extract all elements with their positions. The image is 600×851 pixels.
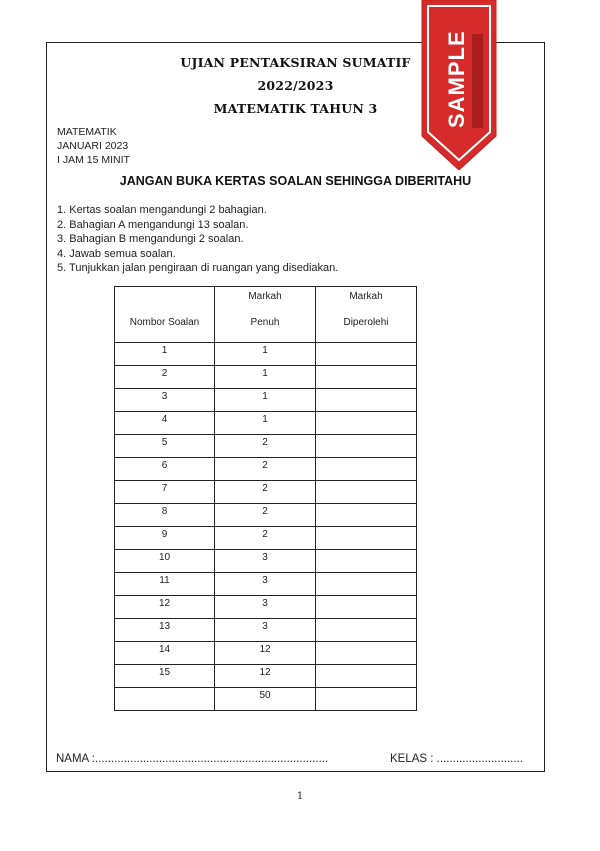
full-mark-cell: 2 [215,458,316,481]
question-number-cell: 7 [115,481,215,504]
question-number-cell: 5 [115,435,215,458]
full-mark-cell: 2 [215,504,316,527]
obtained-mark-cell[interactable] [316,573,417,596]
table-row [115,343,417,366]
header-nombor-soalan [115,287,215,343]
instruction-item: 2. Bahagian A mengandungi 13 soalan. [57,218,249,231]
instruction-item: 5. Tunjukkan jalan pengiraan di ruangan yang disediakan. [57,262,339,274]
table-row [115,527,417,550]
header-label: Nombor Soalan [129,317,200,328]
obtained-mark-cell[interactable] [316,343,417,366]
header-markah-penuh [215,287,316,343]
obtained-mark-cell[interactable] [316,619,417,642]
stamp-bar [472,34,483,128]
header-markah-diperolehi [316,287,417,343]
table-row [115,642,417,665]
obtained-mark-cell[interactable] [316,412,417,435]
table-row [115,665,417,688]
warning-heading: JANGAN BUKA KERTAS SOALAN SEHINGGA DIBERITAHU [119,174,472,188]
obtained-mark-cell[interactable] [316,504,417,527]
instruction-item: 1. Kertas soalan mengandungi 2 bahagian. [57,204,267,216]
table-total-row [115,688,417,711]
question-number-cell: 9 [115,527,215,550]
table-row [115,504,417,527]
header-label: Markah [349,291,383,302]
table-header-row [115,287,417,343]
exam-year: 2022/2023 [257,78,334,93]
full-mark-cell: 12 [215,642,316,665]
meta-duration: I JAM 15 MINIT [57,154,130,166]
table-row [115,596,417,619]
stamp-label: SAMPLE [444,30,469,128]
obtained-mark-cell[interactable] [316,642,417,665]
total-obtained-cell[interactable] [316,688,417,711]
obtained-mark-cell[interactable] [316,458,417,481]
full-mark-cell: 3 [215,596,316,619]
question-number-cell: 12 [115,596,215,619]
question-number-cell: 10 [115,550,215,573]
full-mark-cell: 1 [215,366,316,389]
kelas-field: KELAS : ........................... [390,753,523,765]
header-label: Penuh [250,317,280,328]
obtained-mark-cell[interactable] [316,435,417,458]
header-label: Markah [248,291,282,302]
question-number-cell: 13 [115,619,215,642]
obtained-mark-cell[interactable] [316,366,417,389]
question-number-cell: 14 [115,642,215,665]
question-number-cell: 8 [115,504,215,527]
full-mark-cell: 2 [215,435,316,458]
full-mark-cell: 2 [215,527,316,550]
question-number-cell: 2 [115,366,215,389]
exam-subject-year: MATEMATIK TAHUN 3 [213,101,378,116]
question-number-cell: 15 [115,665,215,688]
question-number-cell: 3 [115,389,215,412]
obtained-mark-cell[interactable] [316,481,417,504]
table-row [115,458,417,481]
total-full-mark-cell: 50 [215,688,316,711]
exam-title: UJIAN PENTAKSIRAN SUMATIF [180,55,411,70]
marks-table-body [115,343,417,711]
sample-stamp [418,0,500,170]
table-row [115,366,417,389]
instructions-list [57,203,338,276]
table-row [115,435,417,458]
full-mark-cell: 3 [215,573,316,596]
table-row [115,550,417,573]
obtained-mark-cell[interactable] [316,665,417,688]
table-row [115,412,417,435]
full-mark-cell: 2 [215,481,316,504]
full-mark-cell: 1 [215,389,316,412]
full-mark-cell: 12 [215,665,316,688]
question-number-cell: 11 [115,573,215,596]
nama-field: NAMA :......................................................................... [56,753,329,765]
obtained-mark-cell[interactable] [316,550,417,573]
obtained-mark-cell[interactable] [316,389,417,412]
table-row [115,619,417,642]
header-label: Diperolehi [343,317,389,328]
full-mark-cell: 1 [215,343,316,366]
page-number: 1 [296,791,304,802]
marks-table [114,286,417,711]
full-mark-cell: 1 [215,412,316,435]
table-row [115,573,417,596]
table-row [115,389,417,412]
total-label-cell [115,688,215,711]
obtained-mark-cell[interactable] [316,527,417,550]
table-row [115,481,417,504]
full-mark-cell: 3 [215,619,316,642]
question-number-cell: 4 [115,412,215,435]
meta-date: JANUARI 2023 [57,140,129,152]
question-number-cell: 6 [115,458,215,481]
obtained-mark-cell[interactable] [316,596,417,619]
full-mark-cell: 3 [215,550,316,573]
question-number-cell: 1 [115,343,215,366]
meta-subject: MATEMATIK [57,126,117,138]
instruction-item: 3. Bahagian B mengandungi 2 soalan. [57,233,244,245]
instruction-item: 4. Jawab semua soalan. [57,247,176,260]
